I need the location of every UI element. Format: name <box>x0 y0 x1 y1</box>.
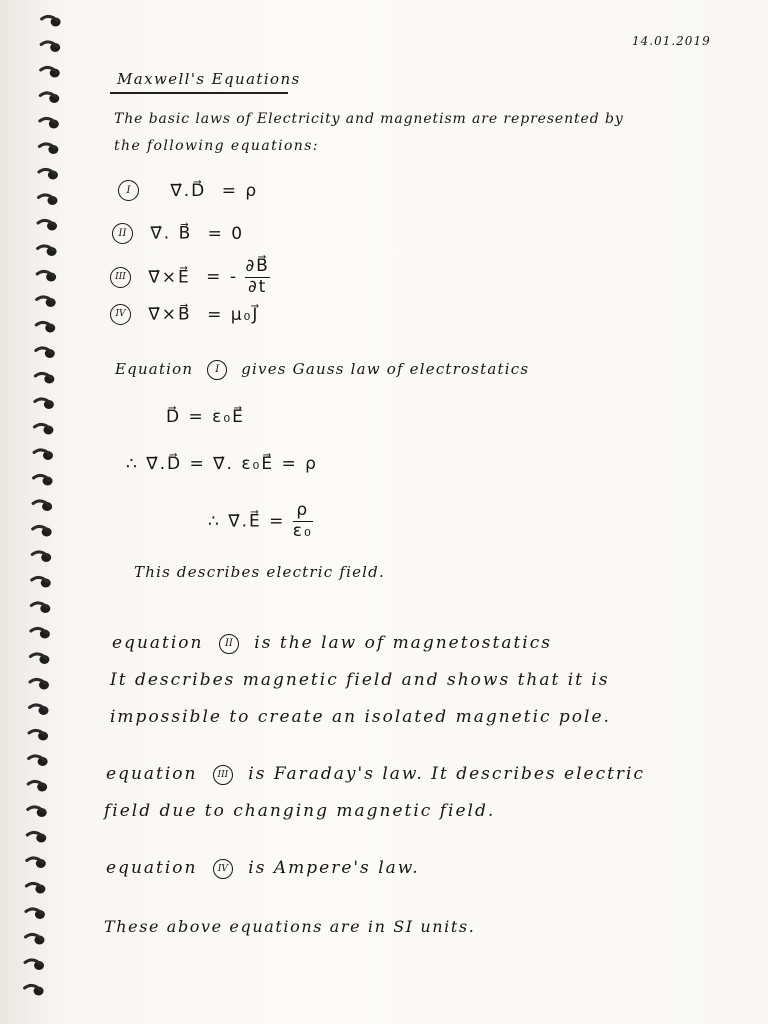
binding-ring <box>40 118 56 123</box>
ampere-ref: IV <box>213 859 233 879</box>
magnetostatics-suffix: is the law of magnetostatics <box>254 633 552 653</box>
equation-number-2: II <box>112 223 133 244</box>
binding-ring <box>30 705 46 710</box>
gauss-eq-1: D⃗ = ε₀E⃗ <box>166 407 245 427</box>
equation-number-1: I <box>118 180 139 201</box>
binding-ring <box>30 654 46 659</box>
ampere-prefix: equation <box>106 858 198 878</box>
equation-1-rhs: = ρ <box>221 180 259 201</box>
ampere-suffix: is Ampere's law. <box>248 858 420 878</box>
binding-ring <box>31 628 47 633</box>
equation-3-fraction <box>245 258 269 297</box>
gauss-suffix: gives Gauss law of electrostatics <box>241 360 530 378</box>
binding-ring <box>25 960 41 965</box>
binding-ring <box>28 781 44 786</box>
binding-ring <box>29 730 45 735</box>
equation-number-3: III <box>110 267 131 288</box>
intro-line-1: The basic laws of Electricity and magnetism are represented by <box>114 111 624 127</box>
binding-ring <box>37 297 53 302</box>
binding-ring <box>32 552 48 557</box>
gauss-note: This describes electric field. <box>134 563 385 581</box>
gauss-eq-3-denominator: ε₀ <box>292 520 313 541</box>
binding-ring <box>30 679 46 684</box>
faraday-prefix: equation <box>106 764 198 784</box>
magnetostatics-ref: II <box>219 634 239 654</box>
binding-ring <box>33 501 49 506</box>
binding-ring <box>34 450 50 455</box>
binding-ring <box>25 985 41 990</box>
equation-2-rhs: = 0 <box>207 223 245 244</box>
binding-ring <box>36 348 52 353</box>
page-title: Maxwell's Equations <box>117 70 301 88</box>
binding-ring <box>33 526 49 531</box>
closing-note: These above equations are in SI units. <box>104 917 476 936</box>
gauss-ref: I <box>207 360 227 380</box>
equation-3-lhs: ∇⃗×E⃗ <box>148 267 191 288</box>
ampere-statement <box>106 858 420 879</box>
title-underline <box>110 92 288 94</box>
binding-ring <box>29 756 45 761</box>
equation-1 <box>118 180 258 201</box>
gauss-eq-3-fraction <box>293 502 313 541</box>
equation-2 <box>112 223 244 244</box>
gauss-eq-3-numerator: ρ <box>296 500 310 520</box>
binding-ring <box>36 322 52 327</box>
equation-number-4: IV <box>110 304 131 325</box>
gauss-eq-2: ∴ ∇⃗.D⃗ = ∇⃗. ε₀E⃗ = ρ <box>126 454 318 474</box>
binding-ring <box>25 934 41 939</box>
equation-4-lhs: ∇⃗×B⃗ <box>148 304 192 325</box>
binding-ring <box>37 271 53 276</box>
binding-ring <box>26 909 42 914</box>
binding-ring <box>34 475 50 480</box>
magnetostatics-statement <box>112 633 552 654</box>
spiral-binding <box>0 0 70 1024</box>
binding-ring <box>26 883 42 888</box>
equation-3-rhs-prefix: = - <box>206 267 238 288</box>
equation-4-rhs: = μ₀J⃗ <box>207 304 260 325</box>
faraday-statement <box>106 764 645 785</box>
magnetostatics-line-2: It describes magnetic field and shows that it is <box>110 670 610 690</box>
binding-ring <box>35 373 51 378</box>
binding-ring <box>42 16 58 21</box>
faraday-suffix: is Faraday's law. It describes electric <box>248 764 646 784</box>
magnetostatics-line-3: impossible to create an isolated magnetic pole. <box>110 707 611 727</box>
binding-ring <box>39 144 55 149</box>
gauss-prefix: Equation <box>115 360 194 378</box>
binding-ring <box>35 399 51 404</box>
binding-ring <box>27 832 43 837</box>
binding-ring <box>31 603 47 608</box>
binding-ring <box>41 42 57 47</box>
binding-ring <box>28 807 44 812</box>
binding-ring <box>32 577 48 582</box>
gauss-statement <box>115 360 529 380</box>
faraday-line-2: field due to changing magnetic field. <box>104 801 496 821</box>
binding-ring <box>38 195 54 200</box>
equation-1-lhs: ∇⃗.D⃗ <box>170 180 207 201</box>
faraday-ref: III <box>213 765 233 785</box>
equation-3 <box>110 258 270 297</box>
equation-4 <box>110 304 259 325</box>
binding-ring <box>38 220 54 225</box>
binding-ring <box>39 169 55 174</box>
binding-ring <box>41 67 57 72</box>
date: 14.01.2019 <box>632 34 711 48</box>
binding-ring <box>38 246 54 251</box>
equation-3-denominator: ∂t <box>247 276 268 297</box>
intro-line-2: the following equations: <box>114 138 319 154</box>
equation-3-numerator: ∂B⃗ <box>245 256 270 276</box>
gauss-eq-3-lhs: ∴ ∇⃗.E⃗ = <box>208 511 286 532</box>
magnetostatics-prefix: equation <box>112 633 204 653</box>
gauss-eq-3 <box>208 502 313 541</box>
binding-ring <box>27 858 43 863</box>
binding-ring <box>40 93 56 98</box>
equation-2-lhs: ∇⃗. B⃗ <box>150 223 193 244</box>
binding-ring <box>34 424 50 429</box>
